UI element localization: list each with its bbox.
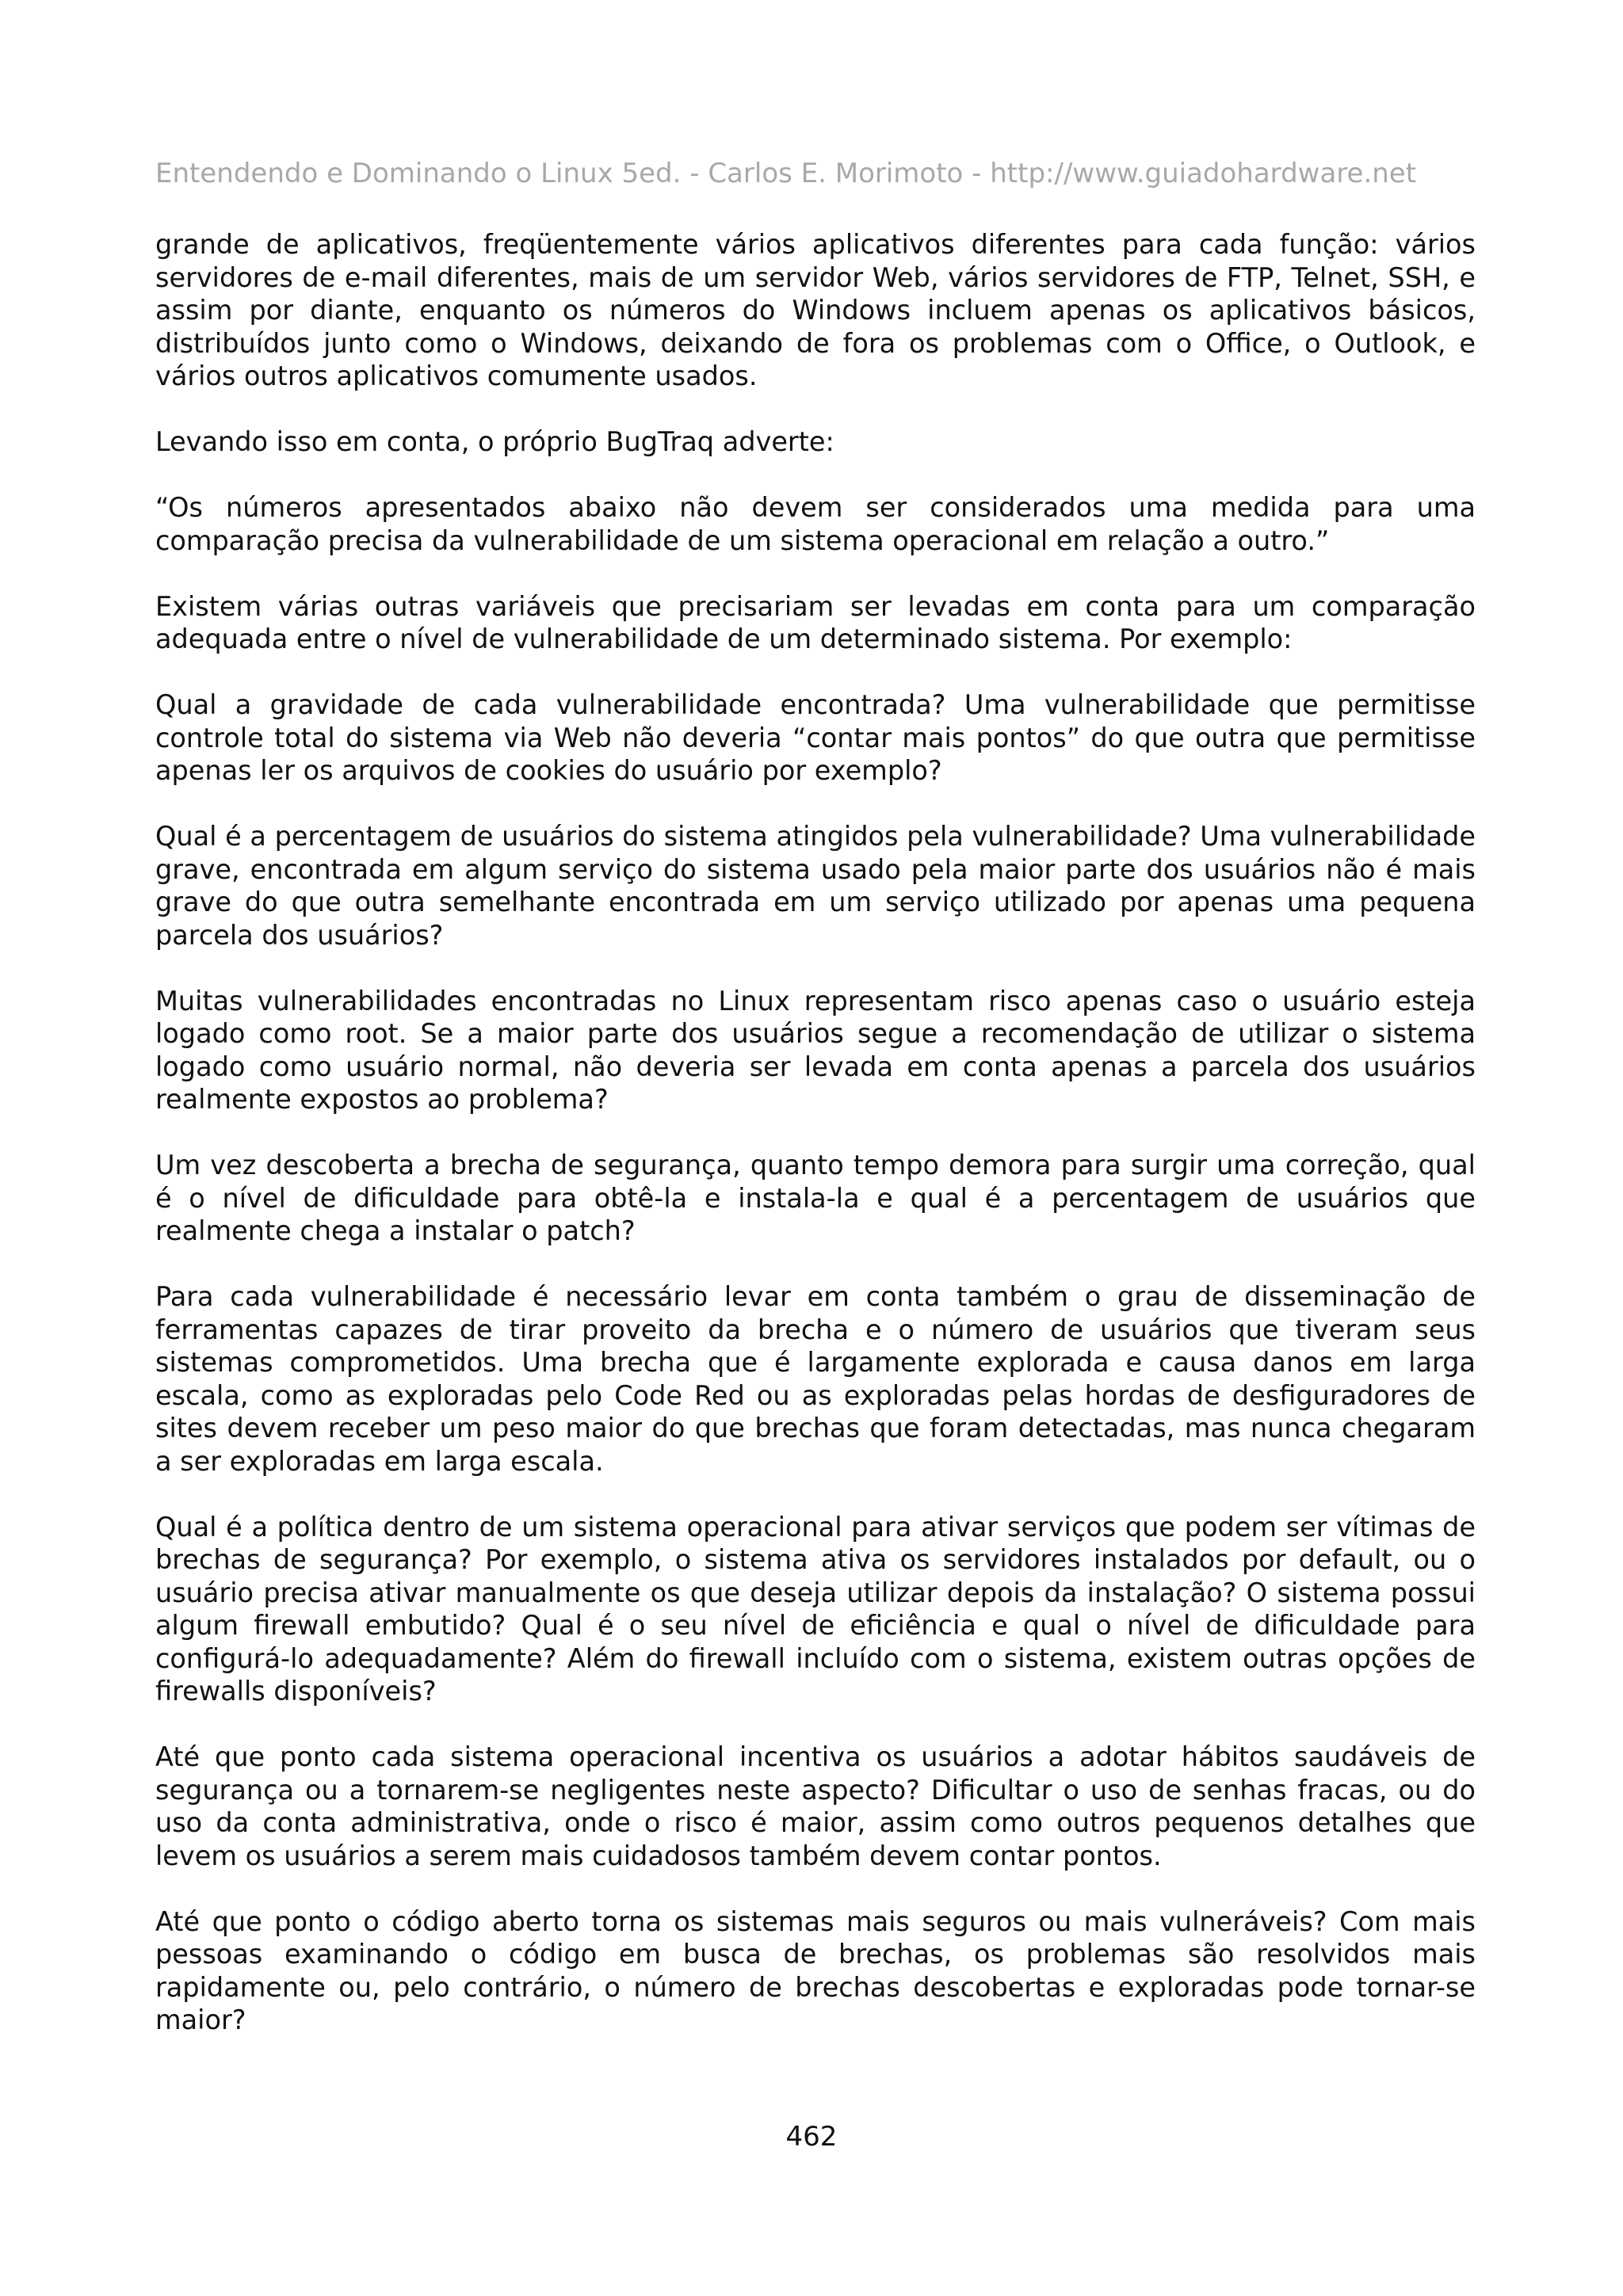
paragraph: Qual é a política dentro de um sistema operacional para ativar serviços que podem ser vítimas de brechas de segurança? Por exemplo, o sistema ativa os servidores instalados por default, ou o usuário precisa ativar manualmente os que deseja utilizar depois da instalação? O sistema possui algum firewall embutido? Qual é o seu nível de eficiência e qual o nível de dificuldade para configurá-lo adequadamente? Além do firewall incluído com o sistema, existem outras opções de firewalls disponíveis? [155, 1511, 1476, 1707]
paragraph: Qual é a percentagem de usuários do sistema atingidos pela vulnerabilidade? Uma vulnerabilidade grave, encontrada em algum serviço do sistema usado pela maior parte dos usuários não é mais grave do que outra semelhante encontrada em um serviço utilizado por apenas uma pequena parcela dos usuários? [155, 821, 1476, 951]
running-header: Entendendo e Dominando o Linux 5ed. - Carlos E. Morimoto - http://www.guiadohardware.net [155, 158, 1417, 189]
paragraph: Até que ponto o código aberto torna os sistemas mais seguros ou mais vulneráveis? Com mais pessoas examinando o código em busca de brechas, os problemas são resolvidos mais rapidamente ou, pelo contrário, o número de brechas descobertas e exploradas pode tornar-se maior? [155, 1905, 1476, 2035]
paragraph: grande de aplicativos, freqüentemente vários aplicativos diferentes para cada função: vários servidores de e-mail diferentes, mais de um servidor Web, vários servidores de FTP, Telnet, SSH, e assim por diante, enquanto os números do Windows incluem apenas os aplicativos básicos, distribuídos junto como o Windows, deixando de fora os problemas com o Office, o Outlook, e vários outros aplicativos comumente usados. [155, 229, 1476, 391]
page-number: 462 [785, 2121, 838, 2153]
paragraph: Muitas vulnerabilidades encontradas no Linux representam risco apenas caso o usuário esteja logado como root. Se a maior parte dos usuários segue a recomendação de utilizar o sistema logado como usuário normal, não deveria ser levada em conta apenas a parcela dos usuários realmente expostos ao problema? [155, 985, 1476, 1115]
body-text [155, 228, 1476, 2069]
paragraph: Existem várias outras variáveis que precisariam ser levadas em conta para um comparação adequada entre o nível de vulnerabilidade de um determinado sistema. Por exemplo: [155, 590, 1476, 654]
paragraph: Para cada vulnerabilidade é necessário levar em conta também o grau de disseminação de ferramentas capazes de tirar proveito da brecha e o número de usuários que tiveram seus sistemas comprometidos. Uma brecha que é largamente explorada e causa danos em larga escala, como as exploradas pelo Code Red ou as exploradas pelas hordas de desfiguradores de sites devem receber um peso maior do que brechas que foram detectadas, mas nunca chegaram a ser exploradas em larga escala. [155, 1281, 1476, 1477]
paragraph: “Os números apresentados abaixo não devem ser considerados uma medida para uma comparação precisa da vulnerabilidade de um sistema operacional em relação a outro.” [155, 492, 1476, 556]
paragraph: Qual a gravidade de cada vulnerabilidade encontrada? Uma vulnerabilidade que permitisse controle total do sistema via Web não deveria “contar mais pontos” do que outra que permitisse apenas ler os arquivos de cookies do usuário por exemplo? [155, 689, 1476, 786]
paragraph: Levando isso em conta, o próprio BugTraq adverte: [155, 426, 834, 457]
paragraph: Até que ponto cada sistema operacional incentiva os usuários a adotar hábitos saudáveis de segurança ou a tornarem-se negligentes neste aspecto? Dificultar o uso de senhas fracas, ou do uso da conta administrativa, onde o risco é maior, assim como outros pequenos detalhes que levem os usuários a serem mais cuidadosos também devem contar pontos. [155, 1741, 1476, 1871]
paragraph: Um vez descoberta a brecha de segurança, quanto tempo demora para surgir uma correção, qual é o nível de dificuldade para obtê-la e instala-la e qual é a percentagem de usuários que realmente chega a instalar o patch? [155, 1150, 1476, 1246]
